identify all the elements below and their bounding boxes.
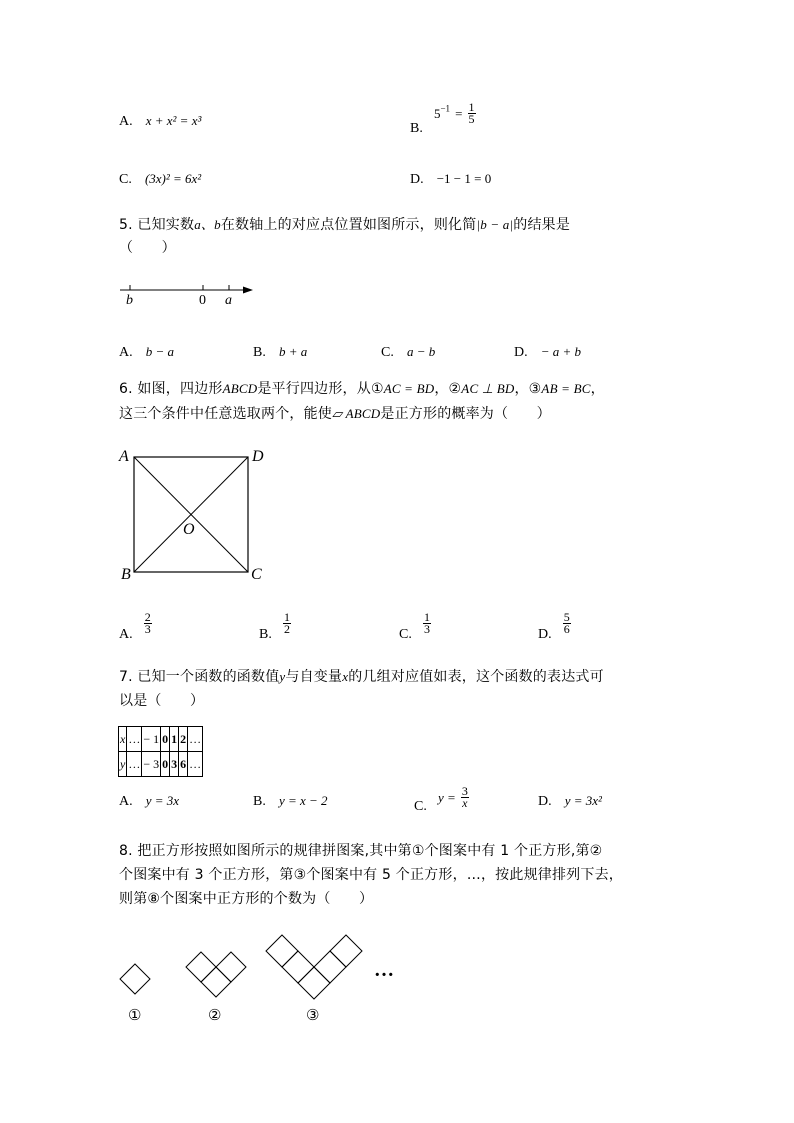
pattern3-square	[266, 935, 298, 967]
option-label: B.	[410, 121, 423, 136]
option-expr: x + x² = x³	[145, 113, 202, 128]
q4-option-a[interactable]	[119, 110, 201, 130]
vertex-b: B	[121, 566, 131, 583]
pattern2-square	[216, 952, 246, 982]
pattern-label-1: ①	[128, 1008, 142, 1024]
axis-arrow	[243, 287, 253, 294]
q4-option-c[interactable]	[119, 168, 201, 188]
q5-option-a[interactable]: A. b − a	[119, 344, 174, 360]
option-fraction: $\frac{1}{2}$	[283, 610, 290, 636]
q5-stem: 5. 已知实数a、b在数轴上的对应点位置如图所示，则化简|b − a|的结果是	[119, 217, 571, 233]
q7-stem-line1: 7. 已知一个函数的函数值y与自变量x的几组对应值如表，这个函数的表达式可	[119, 669, 604, 685]
pattern-ellipsis: …	[374, 959, 394, 981]
pattern-label-3: ③	[306, 1008, 320, 1024]
q5-abs-expr: |b − a|	[476, 217, 514, 232]
pattern3-square	[298, 967, 330, 999]
q6-option-b[interactable]: B. $\frac{1}{2}$	[259, 610, 290, 642]
option-fraction: $\frac{2}{3}$	[144, 610, 151, 636]
option-fraction: $\frac{3}{x}$	[461, 784, 468, 810]
q4-option-b[interactable]	[410, 100, 476, 136]
q5-answer-paren: （ ）	[119, 240, 176, 256]
q6-option-a[interactable]: A. $\frac{2}{3}$	[119, 610, 151, 642]
center-o: O	[183, 521, 195, 538]
option-base: 5	[433, 106, 441, 121]
pattern2-square	[201, 967, 231, 997]
pattern3-square	[282, 951, 314, 983]
q6-option-d[interactable]: D. $\frac{5}{6}$	[538, 610, 570, 642]
q7-option-b[interactable]: B. y = x − 2	[253, 793, 328, 809]
q6-square-figure	[112, 442, 277, 587]
option-expr: (3x)² = 6x²	[144, 171, 202, 186]
axis-label-b: b	[126, 293, 133, 308]
vertex-a: A	[119, 448, 129, 465]
q6-stem-line2: 这三个条件中任意选取两个，能使▱ ABCD是正方形的概率为（ ）	[119, 406, 551, 422]
q7-option-c[interactable]: C. y = $\frac{3}{x}$	[414, 784, 468, 814]
q8-stem-line2: 个图案中有 3 个正方形，第③个图案中有 5 个正方形，…，按此规律排列下去，	[119, 867, 623, 883]
vertex-d: D	[252, 448, 264, 465]
q8-stem-line3: 则第⑧个图案中正方形的个数为（ ）	[119, 891, 374, 907]
q5-option-b[interactable]: B. b + a	[253, 344, 308, 360]
pattern3-square	[314, 951, 346, 983]
q5-number-line	[115, 278, 260, 310]
pattern-label-2: ②	[208, 1008, 222, 1024]
option-fraction: $\frac{1}{5}$	[468, 100, 475, 126]
q6-option-c[interactable]: C. $\frac{1}{3}$	[399, 610, 430, 642]
option-fraction: $\frac{5}{6}$	[563, 610, 570, 636]
q7-stem-line2: 以是（ ）	[119, 693, 205, 709]
q5-vars: a、b	[194, 217, 221, 232]
pattern2-square	[186, 952, 216, 982]
q5-option-d[interactable]: D. − a + b	[514, 344, 582, 360]
axis-label-zero: 0	[199, 293, 206, 308]
option-label: D.	[410, 172, 424, 187]
option-label: A.	[119, 114, 133, 129]
q4-option-d[interactable]	[410, 168, 491, 188]
option-expr: −1 − 1 = 0	[436, 171, 492, 186]
q7-option-d[interactable]: D. y = 3x²	[538, 793, 602, 809]
q5-option-c[interactable]: C. a − b	[381, 344, 436, 360]
pattern1-square	[120, 964, 150, 994]
table-row: y … − 3 0 3 6 …	[119, 752, 203, 777]
option-exponent: −1	[440, 103, 451, 114]
option-eq: =	[455, 106, 463, 121]
q8-stem-line1: 8. 把正方形按照如图所示的规律拼图案,其中第①个图案中有 1 个正方形,第②	[119, 843, 603, 859]
q6-stem-line1: 6. 如图，四边形ABCD是平行四边形，从①AC = BD，②AC ⊥ BD，③AB = BC，	[119, 381, 605, 397]
table-row: x … − 1 0 1 2 …	[119, 727, 203, 752]
q7-option-a[interactable]: A. y = 3x	[119, 793, 180, 809]
vertex-c: C	[251, 566, 262, 583]
option-label: C.	[119, 172, 132, 187]
pattern3-square	[330, 935, 362, 967]
q7-value-table	[118, 726, 203, 777]
q8-pattern-figure	[112, 930, 412, 1030]
option-fraction: $\frac{1}{3}$	[423, 610, 430, 636]
axis-label-a: a	[225, 293, 232, 308]
